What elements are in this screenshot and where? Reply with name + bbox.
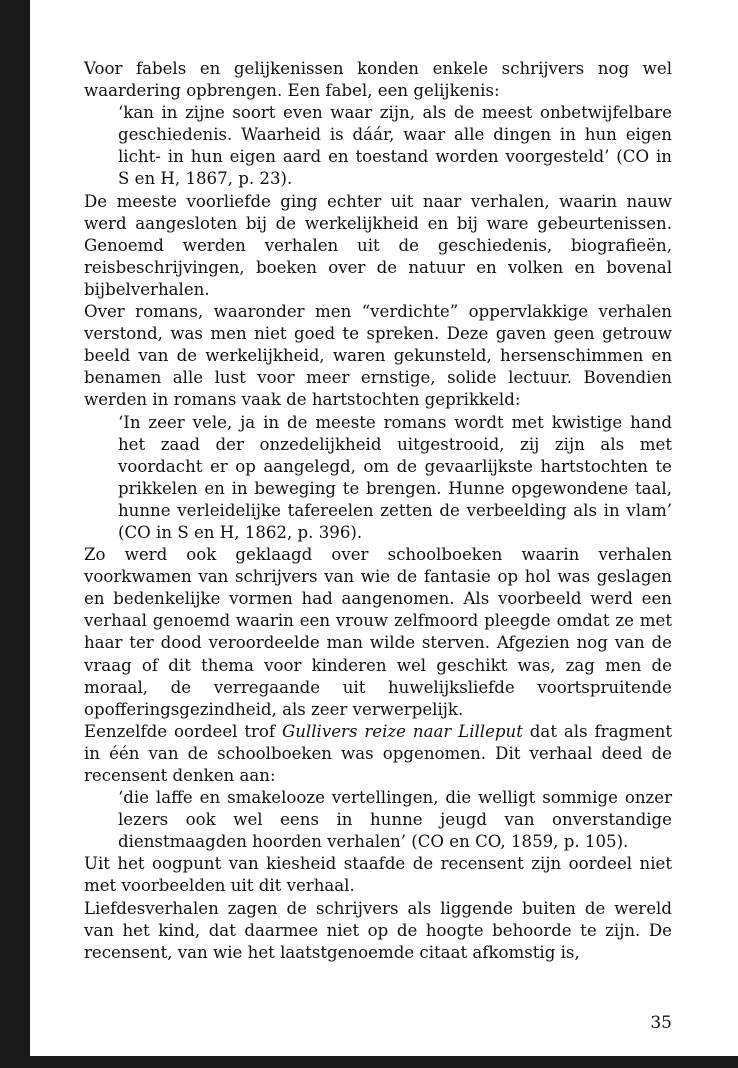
paragraph: De meeste voorliefde ging echter uit naar verhalen, waarin nauw werd aangesloten bij de werkelijkheid en bij ware gebeurtenissen. Genoemd werden verhalen uit de geschiedenis, biografieën, reisbeschrijvingen, boeken over de natuur en volken en bovenal bijbelverhalen. — [84, 191, 672, 299]
book-title: Gullivers reize naar Lilleput — [281, 721, 523, 741]
scan-bottom-border — [0, 1056, 738, 1068]
block-quote: ‘In zeer vele, ja in de meeste romans wordt met kwistige hand het zaad der onzedelijkheid uitgestrooid, zij zijn als met voordacht er op aangelegd, om de gevaarlijkste hartstochten te prikkelen en in beweging te brengen. Hunne opgewondene taal, hunne verleidelijke tafereelen zetten de verbeelding als in vlam’ (CO in S en H, 1862, p. 396). — [118, 412, 672, 542]
block-quote: ‘die laffe en smakelooze vertellingen, die welligt sommige onzer lezers ook wel eens in hunne jeugd van onverstandige dienstmaagden hoorden verhalen’ (CO en CO, 1859, p. 105). — [118, 788, 672, 852]
block-quote: ‘kan in zijne soort even waar zijn, als de meest onbetwijfelbare geschiedenis. Waarheid is dáár, waar alle dingen in hun eigen licht- in hun eigen aard en toestand worden voorgesteld’ (CO in S en H, 1867, p. 23). — [118, 103, 672, 189]
paragraph: Voor fabels en gelijkenissen konden enkele schrijvers nog wel waardering opbrengen. Een fabel, een gelijkenis: — [84, 59, 672, 101]
paragraph: Zo werd ook geklaagd over schoolboeken waarin verhalen voorkwamen van schrijvers van wie de fantasie op hol was geslagen en bedenkelijke vormen had aangenomen. Als voorbeeld werd een verhaal genoemd waarin een vrouw zelfmoord pleegde omdat ze met haar ter dood veroordeelde man wilde sterven. Afgezien nog van de vraag of dit thema voor kinderen wel geschikt was, zag men de moraal, de verregaande uit huwelijksliefde voortspruitende opofferingsgezindheid, als zeer verwerpelijk. — [84, 545, 672, 719]
paragraph-text: dat als fragment in één van de schoolboeken was opgenomen. Dit verhaal deed de recensent denken aan: — [84, 721, 672, 785]
paragraph-text: Eenzelfde oordeel trof — [84, 721, 282, 741]
paragraph-with-title — [84, 721, 672, 787]
scan-left-border — [0, 0, 30, 1068]
page-body — [84, 58, 672, 964]
paragraph: Over romans, waaronder men “verdichte” oppervlakkige verhalen verstond, was men niet goed te spreken. Deze gaven geen getrouw beeld van de werkelijkheid, waren gekunsteld, hersenschimmen en benamen alle lust voor meer ernstige, solide lectuur. Bovendien werden in romans vaak de hartstochten geprikkeld: — [84, 302, 672, 410]
paragraph: Uit het oogpunt van kiesheid staafde de recensent zijn oordeel niet met voorbeelden uit dit verhaal. — [84, 854, 672, 896]
page-number: 35 — [650, 1013, 672, 1033]
paragraph: Liefdesverhalen zagen de schrijvers als liggende buiten de wereld van het kind, dat daarmee niet op de hoogte behoorde te zijn. De recensent, van wie het laatstgenoemde citaat afkomstig is, — [84, 898, 672, 962]
